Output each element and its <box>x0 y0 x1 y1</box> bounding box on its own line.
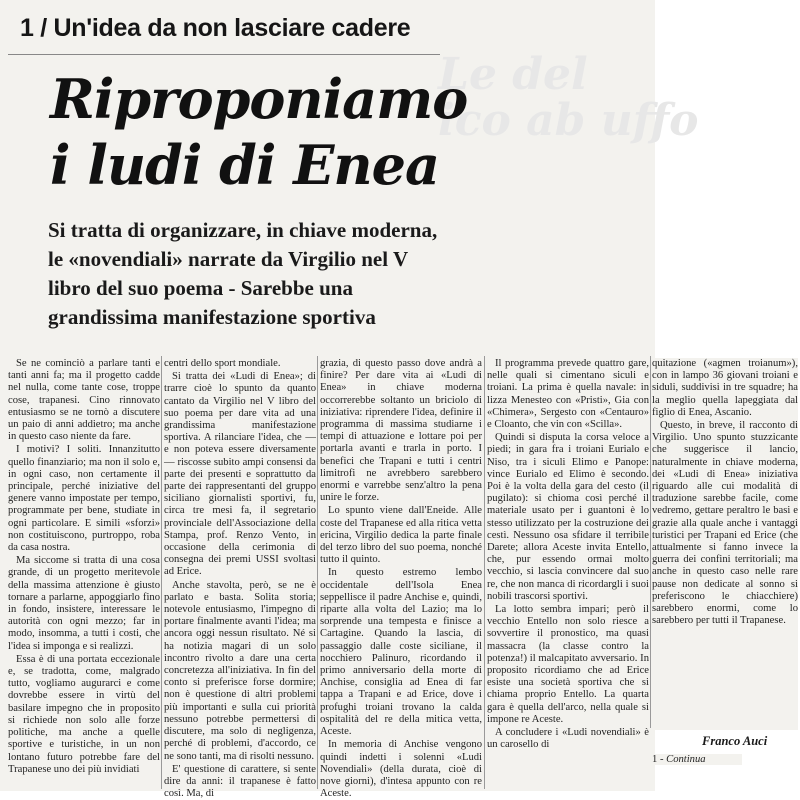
paragraph: Anche stavolta, però, se ne è parlato e basta. Solita storia; notevole entusiasmo, l'impegno di portare finalmente avanti l'idea; ma ancora oggi nessun risultato. Né si ha notizia magari di un solo incontro rivolto a dare una certa concretezza all'iniziativa. In fin del conto si preferisce forse dormire; non è questione di altri problemi più importanti e sulla cui priorità nessuno potrebbe permettersi di discutere, ma solo di negligenza, perché di problemi, d'accordo, ce ne sono tanti, ma di risolti nessuno. <box>164 579 316 762</box>
author-byline: Franco Auci <box>702 734 768 748</box>
continuation-word: Continua <box>666 754 706 765</box>
subheadline: Si tratta di organizzare, in chiave moderna, le «novendiali» narrate da Virgilio nel V libro del suo poema - Sarebbe una grandissima manifestazione sportiva <box>48 218 438 329</box>
headline <box>50 66 467 198</box>
paragraph: E' questione di carattere, si sente dire da anni: il trapanese è fatto così. Ma, di <box>164 763 316 800</box>
article-column-5 <box>652 358 798 730</box>
paragraph: Se ne cominciò a parlare tanti e tanti anni fa; ma il progetto cadde nel nulla, come tante cose, troppe cose, trapanesi. Cino rinnovato entusiasmo se ne tornò a discutere un paio di anni addietro; ma anche in questo caso niente da fare. <box>8 358 160 443</box>
continuation-note <box>652 754 742 765</box>
paragraph: Il programma prevede quattro gare, nelle quali si cimentano siculi e troiani. La prima è quella navale: in lizza Menesteo con «Pristi», Gia con «Chimera», Sergesto con «Centauro» e Cloanto, che vin con «Scilla». <box>487 358 649 431</box>
column-divider <box>650 356 651 728</box>
article-column-2 <box>164 358 316 800</box>
headline-line-1: Riproponiamo <box>50 67 468 131</box>
paragraph: quitazione («agmen troianum»), con in lampo 36 giovani troiani e siduli, suddivisi in tre squadre; ha la meglio quella lapeggiata dal figlio di Enea, Ascanio. <box>652 358 798 418</box>
paragraph: I motivi? I soliti. Innanzitutto quello finanziario; ma non il solo e, in ogni caso, non certamente il principale, perché iniziative del genere vanno impostate per tempo, programmate per bene, studiate in ogni particolare. E simili «sforzi» non costituiscono, purtroppo, roba da casa nostra. <box>8 444 160 554</box>
column-divider <box>161 356 162 789</box>
column-divider <box>484 356 485 789</box>
show-through-text: Le del ico ab uffo <box>438 49 699 146</box>
continuation-number: 1 - <box>652 754 664 765</box>
paragraph: La lotto sembra impari; però il vecchio Entello non solo riesce a sovvertire il pronostico, ma quasi massacra (la classe contro la potenza!) il malcapitato avversario. In proposito ricordiamo che ad Erice esiste una società sportiva che si chiama proprio Entello. La quarta gara è quella dell'arco, nella quale si impone re Aceste. <box>487 604 649 725</box>
paragraph: Ma siccome si tratta di una cosa grande, di un progetto meritevole della massima attenzione è giusto tornare a parlarne, appoggiarlo fino in fondo, insistere, interessare le autorità con ogni mezzo; far in modo, insomma, a tutti i costi, che l'idea si imponga e si realizzi. <box>8 555 160 652</box>
kicker-rule <box>8 54 440 55</box>
headline-line-2: i ludi di Enea <box>50 133 439 197</box>
paragraph: Questo, in breve, il racconto di Virgilio. Uno spunto stuzzicante che suggerisce il lancio, naturalmente in chiave moderna, dei «Ludi di Enea» iniziativa riguardo alle cui modalità di traduzione sarebbe facile, come vedremo, gettare peraltro le basi e grazie alla quale anche i vantaggi turistici per Trapani ed Erice (che attualmente si fanno invece la guerra dei confini territoriali; ma anche in questo caso nelle rare pause non dedicate al sonno si preferiscono le chiacchiere) sarebbero enormi, come lo sarebbero per tutti il Trapanese. <box>652 420 798 627</box>
column-divider <box>317 356 318 789</box>
paragraph: Quindi si disputa la corsa veloce a piedi; in gara fra i troiani Eurialo e Niso, tra i siculi Elimo e Panope: vince Eurialo ed Elimo è secondo. Poi è la volta della gara del cesto (il pugilato): si chioma così perché il materiale usato per i guantoni è lo stesso utilizzato per la costruzione dei cestì. Nessuno osa sfidare il terribile Darete; allora Aceste invita Entello, che, pur essendo ormai molto vecchio, si lascia convincere dal suo re, che non manca di ricordargli i suoi nobili trascorsi sportivi. <box>487 432 649 602</box>
paragraph: Essa è di una portata eccezionale e, se tradotta, come, malgrado tutto, vogliamo augurarci e come dovrebbe essere in virtù del basilare impegno che in proposito si richiede non solo alle forze politiche, ma anche a quelle sportive e turistiche, in un non lontano futuro potrebbe fare del Trapanese uno dei più invidiati <box>8 653 160 775</box>
kicker-line: 1 / Un'idea da non lasciare cadere <box>20 14 411 42</box>
paragraph: A concludere i «Ludi novendiali» è un carosello di <box>487 727 649 751</box>
paragraph: In questo estremo lembo occidentale dell'Isola Enea seppellisce il padre Anchise e, quindi, riparte alla volta del Lazio; ma lo sorprende una tempesta e finisce a Cartagine. Quando la lascia, di passaggio dalle coste siciliane, il nocchiero Palinuro, ricordando il primo anniversario della morte di Anchise, consiglia ad Enea di far tappa a Trapani e ad Erice, dove i profughi troiani trovano la calda ospitalità del re della mitica vetta, Aceste. <box>320 567 482 738</box>
article-column-3 <box>320 358 482 800</box>
paragraph: Lo spunto viene dall'Eneide. Alle coste del Trapanese ed alla ritica vetta ericina, Virgilio dedica la parte finale del terzo libro del suo poema, nonché tutto il quinto. <box>320 505 482 566</box>
paragraph: centri dello sport mondiale. <box>164 358 281 369</box>
article-column-1 <box>8 358 160 791</box>
paragraph: In memoria di Anchise vengono quindi indetti i solenni «Ludi Novendiali» (della durata, cioè di nove giorni), d'intesa appunto con re Aceste. <box>320 739 482 800</box>
article-column-4 <box>487 358 649 791</box>
paragraph: grazia, di questo passo dove andrà a finire? Per dare vita ai «Ludi di Enea» in chiave moderna occorrerebbe soltanto un briciolo di iniziativa: riprendere l'idea, definire il programma di massima studiarne i tempi di attuazione e lottare poi per portarla avanti e trarla in porto. I benefici che Trapani e tutti i centri limitrofi ne avrebbero sarebbero enormi e varrebbe senz'altro la pena unire le forze. <box>320 358 482 504</box>
paragraph: Si tratta dei «Ludi di Enea»; di trarre cioè lo spunto da quanto cantato da Virgilio nel V libro del suo poema per dare vita ad una grandissima manifestazione sportiva. A rilanciare l'idea, che — e non poteva essere diversamente — riscosse subito ampi consensi da parte dei presenti e soprattutto da parte dei rappresentanti del gruppo siciliano giornalisti sportivi, fu, circa tre mesi fa, il segretario provinciale dell'Associazione della Stampa, prof. Renzo Vento, in occasione della cerimonia di consegna dei premi USSI svoltasi ad Erice. <box>164 371 316 578</box>
